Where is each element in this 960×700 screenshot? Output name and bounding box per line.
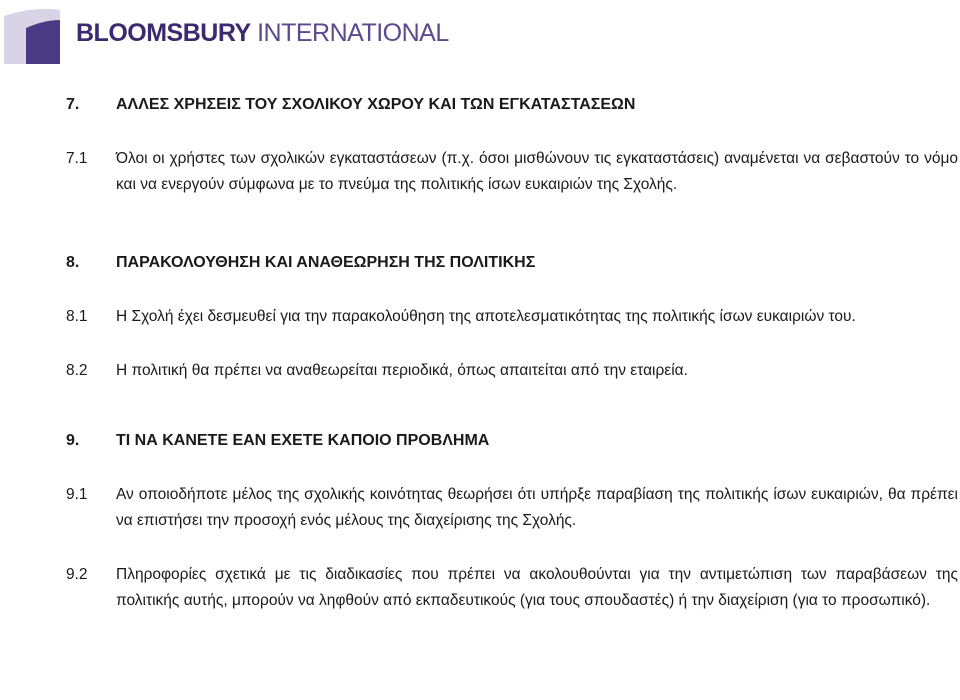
section-number: 9. — [66, 432, 80, 449]
clause-number: 9.2 — [66, 566, 88, 583]
clause-number: 9.1 — [66, 486, 88, 503]
brand-name-bold: BLOOMSBURY — [76, 19, 251, 47]
bloomsbury-logo-icon — [4, 6, 64, 64]
section-heading-9 — [66, 428, 958, 454]
section-number: 7. — [66, 96, 80, 113]
clause-9-2 — [66, 562, 958, 614]
clause-text: Όλοι οι χρήστες των σχολικών εγκαταστάσεων (π.χ. όσοι μισθώνουν τις εγκαταστάσεις) αναμένεται να σεβαστούν το νόμο και να ενεργούν σύμφωνα με το πνεύμα της πολιτικής ίσων ευκαιριών της Σχολής. — [116, 150, 958, 193]
clause-text: Αν οποιοδήποτε μέλος της σχολικής κοινότητας θεωρήσει ότι υπήρξε παραβίαση της πολιτικής ίσων ευκαιριών, θα πρέπει να επιστήσει την προσοχή ενός μέλους της διαχείρισης της Σχολής. — [116, 486, 958, 529]
section-heading-7 — [66, 92, 958, 118]
clause-number: 8.1 — [66, 308, 88, 325]
page-header — [0, 0, 960, 70]
clause-8-2 — [66, 358, 958, 384]
clause-8-1 — [66, 304, 958, 330]
section-number: 8. — [66, 254, 80, 271]
document-body — [66, 92, 958, 614]
section-title: ΑΛΛΕΣ ΧΡΗΣΕΙΣ ΤΟΥ ΣΧΟΛΙΚΟΥ ΧΩΡΟΥ ΚΑΙ ΤΩΝ ΕΓΚΑΤΑΣΤΑΣΕΩΝ — [116, 96, 636, 113]
clause-number: 8.2 — [66, 362, 88, 379]
clause-text: Η πολιτική θα πρέπει να αναθεωρείται περιοδικά, όπως απαιτείται από την εταιρεία. — [116, 362, 688, 379]
clause-7-1 — [66, 146, 958, 198]
section-heading-8 — [66, 250, 958, 276]
clause-text: Η Σχολή έχει δεσμευθεί για την παρακολούθηση της αποτελεσματικότητας της πολιτικής ίσων ευκαιριών του. — [116, 308, 856, 325]
brand-logo-text — [76, 18, 449, 48]
clause-number: 7.1 — [66, 150, 88, 167]
brand-name-light: INTERNATIONAL — [250, 19, 449, 47]
clause-9-1 — [66, 482, 958, 534]
section-title: ΤΙ ΝΑ ΚΑΝΕΤΕ ΕΑΝ ΕΧΕΤΕ ΚΑΠΟΙΟ ΠΡΟΒΛΗΜΑ — [116, 432, 490, 449]
clause-text: Πληροφορίες σχετικά με τις διαδικασίες που πρέπει να ακολουθούνται για την αντιμετώπιση των παραβάσεων της πολιτικής αυτής, μπορούν να ληφθούν από εκπαδευτικούς (για τους σπουδαστές) ή την διαχείριση (για το προσωπικό). — [116, 566, 958, 609]
section-title: ΠΑΡΑΚΟΛΟΥΘΗΣΗ ΚΑΙ ΑΝΑΘΕΩΡΗΣΗ ΤΗΣ ΠΟΛΙΤΙΚΗΣ — [116, 254, 536, 271]
